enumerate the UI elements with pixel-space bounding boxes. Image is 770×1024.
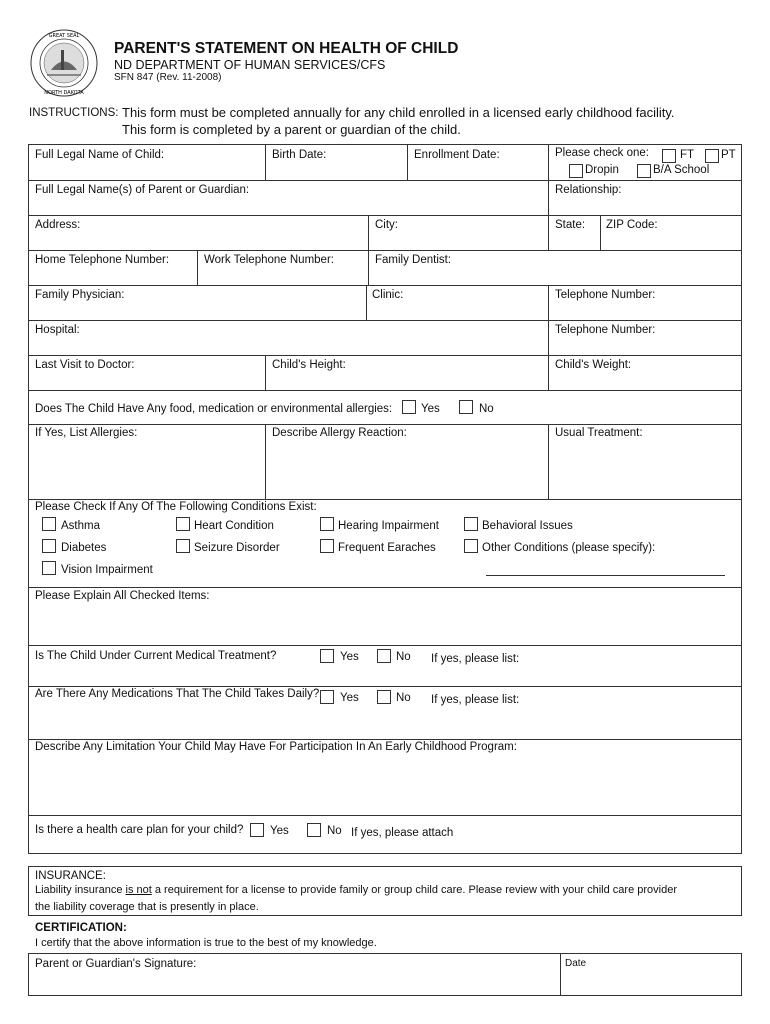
conditions-heading: Please Check If Any Of The Following Conditions Exist: — [35, 501, 317, 513]
health-plan-yes-checkbox[interactable] — [250, 823, 264, 837]
zip-code-field[interactable]: ZIP Code: — [606, 219, 658, 231]
treatment-no-label: No — [396, 651, 411, 663]
health-plan-question: Is there a health care plan for your child? — [35, 824, 244, 836]
clinic-telephone-field[interactable]: Telephone Number: — [555, 289, 656, 301]
usual-treatment-field[interactable]: Usual Treatment: — [555, 427, 643, 439]
insurance-text-c: a requirement for a license to provide family or group child care. Please review with your child care provider — [154, 884, 677, 896]
allergies-no-checkbox[interactable] — [459, 400, 473, 414]
hearing-impairment-checkbox[interactable] — [320, 517, 334, 531]
relationship-field[interactable]: Relationship: — [555, 184, 622, 196]
form-title: PARENT'S STATEMENT ON HEALTH OF CHILD — [114, 40, 459, 57]
treatment-list-field[interactable]: If yes, please list: — [431, 653, 520, 665]
dropin-checkbox[interactable] — [569, 164, 583, 178]
ft-label: FT — [680, 149, 695, 161]
birth-date-field[interactable]: Birth Date: — [272, 149, 327, 161]
date-field[interactable]: Date — [565, 958, 587, 969]
form-number: SFN 847 (Rev. 11-2008) — [114, 72, 222, 83]
medications-yes-checkbox[interactable] — [320, 690, 334, 704]
insurance-text-a: Liability insurance — [35, 884, 123, 896]
frequent-earaches-label: Frequent Earaches — [338, 542, 436, 554]
work-phone-field[interactable]: Work Telephone Number: — [204, 254, 334, 266]
pt-checkbox[interactable] — [705, 149, 719, 163]
allergy-reaction-field[interactable]: Describe Allergy Reaction: — [272, 427, 407, 439]
asthma-checkbox[interactable] — [42, 517, 56, 531]
treatment-yes-label: Yes — [340, 651, 359, 663]
ft-checkbox[interactable] — [662, 149, 676, 163]
home-phone-field[interactable]: Home Telephone Number: — [35, 254, 170, 266]
explain-checked-items-field[interactable]: Please Explain All Checked Items: — [35, 590, 210, 602]
heart-condition-label: Heart Condition — [194, 520, 274, 532]
other-conditions-label: Other Conditions (please specify): — [482, 542, 656, 554]
svg-text:NORTH DAKOTA: NORTH DAKOTA — [44, 90, 84, 96]
city-field[interactable]: City: — [375, 219, 398, 231]
certification-heading: CERTIFICATION: — [35, 922, 127, 934]
behavioral-issues-label: Behavioral Issues — [482, 520, 573, 532]
instructions-label: INSTRUCTIONS: — [29, 107, 119, 119]
health-plan-no-label: No — [327, 825, 342, 837]
frequent-earaches-checkbox[interactable] — [320, 539, 334, 553]
medications-question: Are There Any Medications That The Child Takes Daily? — [35, 688, 320, 700]
treatment-no-checkbox[interactable] — [377, 649, 391, 663]
hospital-telephone-field[interactable]: Telephone Number: — [555, 324, 656, 336]
health-plan-yes-label: Yes — [270, 825, 289, 837]
treatment-yes-checkbox[interactable] — [320, 649, 334, 663]
allergies-question: Does The Child Have Any food, medication or environmental allergies: — [35, 403, 393, 415]
state-field[interactable]: State: — [555, 219, 586, 231]
instructions-line-1: This form must be completed annually for any child enrolled in a licensed early childhood facility. — [122, 105, 675, 120]
allergies-no-label: No — [479, 403, 494, 415]
health-plan-attach-note: If yes, please attach — [351, 827, 454, 839]
family-dentist-field[interactable]: Family Dentist: — [375, 254, 452, 266]
diabetes-label: Diabetes — [61, 542, 107, 554]
diabetes-checkbox[interactable] — [42, 539, 56, 553]
other-conditions-checkbox[interactable] — [464, 539, 478, 553]
seizure-disorder-label: Seizure Disorder — [194, 542, 280, 554]
other-conditions-specify-line[interactable] — [486, 575, 725, 576]
limitation-field[interactable]: Describe Any Limitation Your Child May Have For Participation In An Early Childhood Program: — [35, 741, 517, 753]
medications-yes-label: Yes — [340, 692, 359, 704]
asthma-label: Asthma — [61, 520, 100, 532]
hearing-impairment-label: Hearing Impairment — [338, 520, 439, 532]
pt-label: PT — [721, 149, 736, 161]
child-name-field[interactable]: Full Legal Name of Child: — [35, 149, 165, 161]
allergies-yes-label: Yes — [421, 403, 440, 415]
parent-name-field[interactable]: Full Legal Name(s) of Parent or Guardian: — [35, 184, 250, 196]
address-field[interactable]: Address: — [35, 219, 81, 231]
insurance-heading: INSURANCE: — [35, 870, 106, 882]
instructions-line-2: This form is completed by a parent or guardian of the child. — [122, 122, 461, 137]
ba-school-checkbox[interactable] — [637, 164, 651, 178]
vision-impairment-checkbox[interactable] — [42, 561, 56, 575]
medications-no-label: No — [396, 692, 411, 704]
signature-field[interactable]: Parent or Guardian's Signature: — [35, 958, 197, 970]
enrollment-date-field[interactable]: Enrollment Date: — [414, 149, 500, 161]
child-weight-field[interactable]: Child's Weight: — [555, 359, 632, 371]
medical-treatment-question: Is The Child Under Current Medical Treatment? — [35, 650, 277, 662]
ba-school-label: B/A School — [653, 164, 710, 176]
seizure-disorder-checkbox[interactable] — [176, 539, 190, 553]
family-physician-field[interactable]: Family Physician: — [35, 289, 125, 301]
please-check-one-label: Please check one: — [555, 147, 649, 159]
medications-no-checkbox[interactable] — [377, 690, 391, 704]
health-plan-no-checkbox[interactable] — [307, 823, 321, 837]
insurance-line-2: the liability coverage that is presently in place. — [35, 901, 259, 913]
certification-text: I certify that the above information is true to the best of my knowledge. — [35, 937, 377, 949]
dropin-label: Dropin — [585, 164, 619, 176]
behavioral-issues-checkbox[interactable] — [464, 517, 478, 531]
vision-impairment-label: Vision Impairment — [61, 564, 153, 576]
state-seal-image — [29, 28, 99, 98]
insurance-line-1 — [35, 884, 677, 896]
last-visit-field[interactable]: Last Visit to Doctor: — [35, 359, 135, 371]
svg-text:GREAT SEAL: GREAT SEAL — [48, 33, 80, 39]
hospital-field[interactable]: Hospital: — [35, 324, 80, 336]
allergies-list-field[interactable]: If Yes, List Allergies: — [35, 427, 138, 439]
insurance-text-is-not: is not — [125, 884, 152, 896]
clinic-field[interactable]: Clinic: — [372, 289, 404, 301]
allergies-yes-checkbox[interactable] — [402, 400, 416, 414]
child-height-field[interactable]: Child's Height: — [272, 359, 346, 371]
department-name: ND DEPARTMENT OF HUMAN SERVICES/CFS — [114, 58, 386, 72]
heart-condition-checkbox[interactable] — [176, 517, 190, 531]
medications-list-field[interactable]: If yes, please list: — [431, 694, 520, 706]
